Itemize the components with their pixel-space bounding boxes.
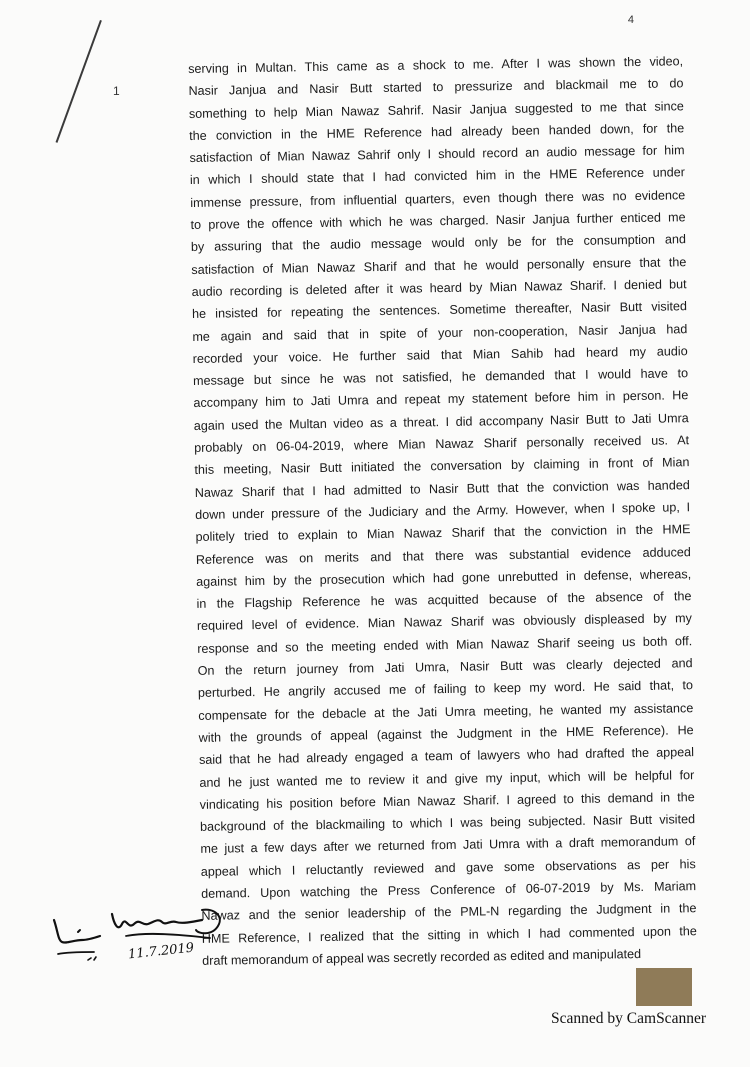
body-line: message but since he was not satisfied, he demanded that I would have to bbox=[192, 366, 689, 389]
body-line: satisfaction of Mian Nawaz Sahrif only I should record an audio message for him bbox=[189, 143, 685, 166]
page-number: 4 bbox=[627, 14, 634, 26]
body-line: accompany him to Jati Umra and repeat my statement before him in person. He bbox=[193, 388, 689, 411]
document-body bbox=[188, 50, 697, 972]
body-line: this meeting, Nasir Butt initiated the conversation by claiming in front of Mian bbox=[194, 455, 690, 478]
body-line: to prove the offence with which he was charged. Nasir Janjua further enticed me bbox=[190, 210, 686, 233]
body-line: politely tried to explain to Mian Nawaz Sharif that the conviction in the HME bbox=[195, 522, 691, 545]
initials-signature bbox=[48, 910, 108, 965]
body-line: in the Flagship Reference he was acquitted because of the absence of the bbox=[196, 589, 692, 612]
body-line: with the grounds of appeal (against the Judgment in the HME Reference). He bbox=[198, 723, 694, 745]
margin-pen-line bbox=[56, 20, 102, 143]
body-line: demand. Upon watching the Press Conference of 06-07-2019 by Ms. Mariam bbox=[201, 879, 697, 901]
body-line: compensate for the debacle at the Jati Umra meeting, he wanted my assistance bbox=[198, 700, 694, 723]
body-line: again used the Multan video as a threat. I did accompany Nasir Butt to Jati Umra bbox=[193, 410, 689, 433]
body-line: probably on 06-04-2019, where Mian Nawaz Sharif personally received us. At bbox=[194, 433, 690, 455]
body-line: On the return journey from Jati Umra, Nasir Butt was clearly dejected and bbox=[197, 656, 693, 678]
body-line: vindicating his position before Mian Nawaz Sharif. I agreed to this demand in the bbox=[199, 789, 695, 812]
body-line: audio recording is deleted after it was heard by Mian Nawaz Sharif. I denied but bbox=[191, 277, 687, 299]
body-line: immense pressure, from influential quarters, even though there was no evidence bbox=[190, 187, 686, 210]
body-line: by assuring that the audio message would only be for the consumption and bbox=[190, 232, 687, 255]
signature-date: 11.7.2019 bbox=[127, 940, 195, 963]
body-line: required level of evidence. Mian Nawaz Sharif was obviously displeased by my bbox=[196, 611, 692, 634]
body-line: HME Reference, I realized that the sitting in which I had commented upon the bbox=[201, 923, 697, 946]
body-line: the conviction in the HME Reference had already been handed down, for the bbox=[189, 121, 685, 143]
body-line: background of the blackmailing to which I was being subjected. Nasir Butt visited bbox=[199, 812, 696, 834]
body-line: Reference was on merits and that there was substantial evidence adduced bbox=[195, 544, 691, 567]
body-line: said that he had already engaged a team of lawyers who had drafted the appeal bbox=[198, 745, 695, 768]
body-line: appeal which I reluctantly reviewed and gave some observations as per his bbox=[200, 856, 696, 879]
handwritten-signature bbox=[106, 904, 226, 949]
body-line: me again and said that in spite of your non-cooperation, Nasir Janjua had bbox=[192, 321, 688, 344]
body-line: and he just wanted me to review it and give my input, which will be helpful for bbox=[199, 767, 695, 790]
body-line: serving in Multan. This came as a shock to me. After I was shown the video, bbox=[188, 54, 684, 76]
body-line: me just a few days after we returned from Jati Umra with a draft memorandum of bbox=[200, 834, 696, 857]
camscanner-watermark: Scanned by CamScanner bbox=[551, 1010, 706, 1027]
body-line: response and so the meeting ended with Mian Nawaz Sharif seeing us both off. bbox=[197, 633, 693, 656]
body-line: perturbed. He angrily accused me of failing to keep my word. He said that, to bbox=[197, 678, 694, 701]
body-line: something to help Mian Nawaz Sahrif. Nasir Janjua suggested to me that since bbox=[188, 98, 684, 121]
body-line: in which I should state that I had convicted him in the HME Reference under bbox=[189, 165, 685, 188]
body-line: Nasir Janjua and Nasir Butt started to pressurize and blackmail me to do bbox=[188, 76, 684, 99]
body-line: Nawaz and the senior leadership of the PML-N regarding the Judgment in the bbox=[201, 901, 697, 924]
body-line: he insisted for repeating the sentences. Sometime thereafter, Nasir Butt visited bbox=[191, 299, 688, 322]
body-line: recorded your voice. He further said that Mian Sahib had heard my audio bbox=[192, 344, 688, 366]
body-line: down under pressure of the Judiciary and the Army. However, when I spoke up, I bbox=[195, 500, 691, 522]
body-line: draft memorandum of appeal was secretly recorded as edited and manipulated bbox=[202, 946, 642, 968]
scan-stamp-smudge bbox=[636, 968, 692, 1006]
body-line: against him by the prosecution which had gone unrebutted in defense, whereas, bbox=[196, 566, 692, 589]
margin-mark: 1 bbox=[113, 84, 120, 98]
body-line: satisfaction of Mian Nawaz Sharif and that he would personally ensure that the bbox=[191, 254, 687, 277]
body-line: Nawaz Sharif that I had admitted to Nasir Butt that the conviction was handed bbox=[194, 477, 690, 500]
